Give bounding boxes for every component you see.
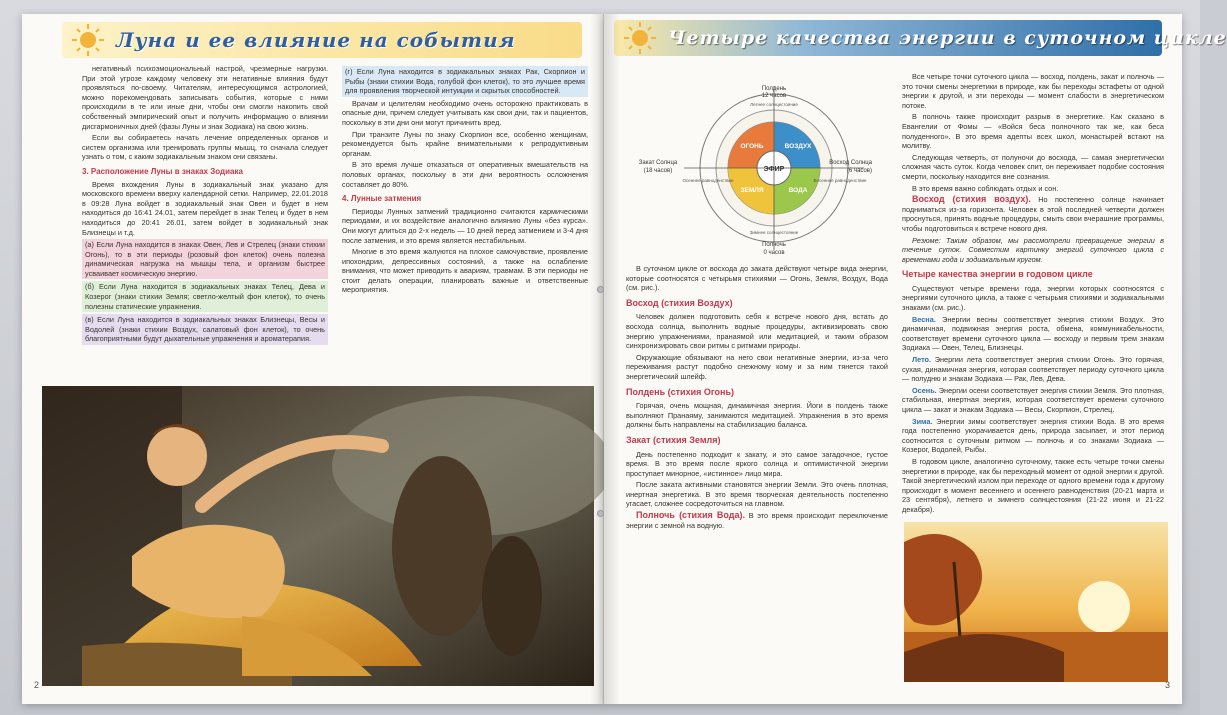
spring-label: Весна. [912, 314, 936, 324]
autumn-text: Энергии осени соответствует энергия стихии Земля. Это плотная, стабильная, инертная энергия, которая соответствует времени суточного цикла — закат и знакам Зодиака — Весы, Скорпион, Стрелец. [902, 385, 1164, 414]
earth-signs-note: (б) Если Луна находится в зодиакальных знаках Телец, Дева и Козерог (знаки стихии Земля; светло-желтый фон клеток), то очень полезны статические упражнения. [82, 281, 328, 312]
water-signs-note: (г) Если Луна находится в зодиакальных знаках Рак, Скорпион и Рыбы (знаки стихии Вода, голубой фон клеток), то это лучшее время для проявления творческой интуиции и скрытых способностей. [342, 66, 588, 97]
noon-time: 12 часов [761, 93, 787, 99]
spring-equinox-label: Весеннее равноденствие [813, 178, 867, 183]
midnight-label: Полночь [762, 242, 786, 248]
midnight-heading: Полночь (стихия Вода). [636, 510, 746, 521]
paragraph: В годовом цикле, аналогично суточному, также есть четыре точки смены энергетики в природе, как бы переходный момент от одной энергии к другой. Такой энергетический излом при переходе от одного времени года к другому происходит в момент весеннего и осеннего равноденствия (20-21 марта и 23 сентября), летнего и зимнего солнцестояния (21-22 июня и 21-22 декабря). [902, 456, 1164, 514]
paragraph: В это время важно соблюдать отдых и сон. [912, 183, 1059, 193]
sunset-time: (18 часов) [643, 168, 673, 174]
water-label: ВОДА [788, 187, 808, 194]
paragraph: Время вхождения Луны в зодиакальный знак указано для московского времени вверху календарной сетки. Например, 22.01.2018 в 09:28 Луна войдет в зодиакальный знак Овен и будет в нем находиться до 16:41 24.01, затем перейдет в знак Телец и будет в нем находиться до 20:41 26.01, затем войдет в зодиакальный знак Близнецы и т.д. [82, 179, 328, 237]
paragraph: Человек должен подготовить себя к встрече нового дня, встать до восхода солнца, выполнить водные процедуры, активизировать свою энергию упражнениями, пранаямой или медитацией, и таким образом синхронизировать свои ритмы с ритмами природы. [626, 312, 888, 351]
paragraph [626, 511, 888, 530]
sunset-photo-image [904, 522, 1168, 682]
daily-cycle-wheel [624, 82, 888, 258]
midnight-text: В это время происходит переключение энергии с земной на водную. [626, 511, 888, 530]
paragraph [902, 417, 1164, 455]
paragraph: День постепенно подходит к закату, и это самое загадочное, густое время. В это время после яркого солнца и оптимистичной энергии проступает минорное, «истинное» лицо мира. [626, 449, 888, 478]
spring-text: Энергии весны соответствует энергия стихии Воздух. Это динамичная, подвижная энергия роста, обмена, коммуникабельности, соответствует времени суточного цикла — восходу и первым трем знакам Зодиака — Овен, Телец, Близнецы. [902, 314, 1164, 353]
autumn-label: Осень. [912, 385, 937, 395]
air-signs-note: (в) Если Луна находится в зодиакальных знаках Близнецы, Весы и Водолей (знаки стихии Воздух, салатовый фон клеток), то очень благоприятными будут дыхательные упражнения и ароматерапия. [82, 314, 328, 345]
binding-hole [597, 510, 604, 517]
paragraph [902, 195, 1164, 233]
paragraph: После заката активными становятся энергии Земли. Это очень плотная, инертная энергетика. В это время творческая деятельность постепенно угасает, сложнее сосредоточиться на главном. [626, 480, 888, 509]
paragraph: негативный психоэмоциональный настрой, чрезмерные нагрузки. При этой угрозе каждому человеку эти негативные влияния будут проявляться по-своему. Читателям, интересующимся астрологией, можно порекомендовать записывать события, которые с ними происходили в те или иные дни, чтобы они смогли накопить свой собственный эмпирический опыт и получить информацию о влиянии дисгармоничных дней (фазы Луны и знак Зодиака) на свою жизнь. [82, 64, 328, 131]
noon-label: Полдень [761, 86, 787, 92]
midnight-time: 0 часов [763, 250, 785, 256]
sunrise-heading: Восход (стихия Воздух) [626, 297, 733, 308]
section-heading: 3. Расположение Луны в знаках Зодиака [82, 166, 243, 176]
ether-label: ЭФИР [763, 166, 785, 173]
right-column-1 [626, 264, 888, 532]
winter-text: Энергии зимы соответствует энергия стихии Вода. В это время года постепенно укорачивается день, природа засыпает, и этот период соотносится с суточным ритмом — полночь и со знаками Зодиака — Козерог, Водолей, Рыбы. [902, 416, 1164, 455]
sunset-label: Закат Солнца [638, 160, 678, 166]
summer-label: Лето. [912, 355, 932, 365]
left-page-title: Луна и ее влияние на события [116, 28, 516, 52]
paragraph: Если вы собираетесь начать лечение определенных органов и систем организма или тренировать группы мышц, то сначала следует узнать о том, с каким зодиакальным знаком они связаны. [82, 133, 328, 162]
summary-note: Резюме: Таким образом, мы рассмотрели превращение энергии в течение суток. Совместим картинку энергий суточного цикла с временами года и зодиакальным кругом. [902, 235, 1164, 264]
paragraph: Все четыре точки суточного цикла — восход, полдень, закат и полночь — это точки смены энергетики в природе, как бы переходы эстафеты от одной энергии к другой, и эти переходы — момент слабости в энергетическом потоке. [902, 72, 1164, 110]
paragraph: Существуют четыре времени года, энергии которых соотносятся с энергиями суточного цикла, а также с четырьмя стихиями и зодиакальными знаками (см. рис.). [902, 283, 1164, 313]
noon-heading: Полдень (стихия Огонь) [626, 386, 734, 397]
paragraph: Периоды Лунных затмений традиционно считаются кармическими периодами, и их воздействие аналогично влиянию Луны «без курса». Они могут длиться до 2-х недель — 10 дней перед затмением и 3-4 дня после затмения, и это время является нестабильным. [342, 206, 588, 245]
sun-icon [68, 22, 108, 58]
right-page-title: Четыре качества энергии в суточном цикле [668, 27, 1227, 49]
sunrise-label: Восход Солнца [829, 160, 872, 166]
paragraph: В полночь также происходит разрыв в энергетике. Как сказано в Евангелии от Фомы — «Войся беса полночного так же, как беса полуденного». В это время адепты всех школ, монастырей встают на молитву. [902, 112, 1164, 151]
yearly-cycle-heading: Четыре качества энергии в годовом цикле [902, 269, 1093, 280]
paragraph [902, 355, 1164, 384]
earth-label: ЗЕМЛЯ [740, 187, 764, 194]
page-number: 3 [1164, 680, 1170, 690]
sunset-heading: Закат (стихия Земля) [626, 434, 721, 445]
left-banner [62, 22, 582, 58]
air-label: ВОЗДУХ [784, 143, 812, 150]
paragraph: Следующая четверть, от полуночи до восхода, — самая энергетически сложная часть суток. Когда человек спит, он переживает подобие состояния смерти, поскольку находится вне сознания. [902, 152, 1164, 181]
paragraph: При транзите Луны по знаку Скорпион все, особенно женщинам, рекомендуется быть крайне внимательными к репродуктивным органам. [342, 129, 588, 158]
sun-icon [620, 20, 660, 56]
sunrise-air-text: Но постепенно солнце начинает подниматься из-за горизонта. Человек в этой последней четверти должен проснуться, принять водные процедуры, смыть свои вчерашние программы, чтобы подготовиться к встрече нового дня. [902, 195, 1164, 233]
left-column-2 [342, 64, 588, 297]
left-column-1 [82, 64, 328, 347]
summer-solstice-label: Летнее солнцестояние [750, 102, 798, 107]
paragraph: В это время лучше отказаться от оперативных вмешательств на половых органах, поскольку в эти дни вероятность осложнения составляет до 80%. [342, 160, 588, 189]
right-banner [614, 20, 1227, 56]
paragraph: Многие в это время жалуются на плохое самочувствие, проявление ипохондрии, депрессивных состояний, а также на ослабление внимания, что может приводить к авариям, травмам. В эти периоды не стоит делать операции, планировать важные и ответственные мероприятия. [342, 247, 588, 295]
fire-signs-note: (а) Если Луна находится в знаках Овен, Лев и Стрелец (знаки стихии Огонь), то в эти периоды (розовый фон клеток) очень полезна динамическая нагрузка на мышцы тела, и организм быстрее усваивает космическую энергию. [82, 239, 328, 279]
paragraph [902, 315, 1164, 353]
sunrise-time: (6 часов) [846, 168, 872, 174]
autumn-equinox-label: Осеннее равноденствие [682, 178, 734, 183]
daily-cycle-diagram [624, 82, 888, 258]
section-heading: 4. Лунные затмения [342, 194, 422, 204]
fire-label: ОГОНЬ [740, 143, 764, 150]
paragraph: В суточном цикле от восхода до заката действуют четыре вида энергии, которые соотносятся с четырьмя стихиями — Огонь, Земля, Воздух, Вода (см. рис.). [626, 264, 888, 293]
book-gutter [590, 14, 620, 704]
page-number: 2 [34, 680, 40, 690]
binding-hole [597, 286, 604, 293]
winter-label: Зима. [912, 416, 933, 426]
paragraph: Горячая, очень мощная, динамичная энергия. Йоги в полдень также выполняют Пранаяму, занимаются медитацией. Упражнения в это время должны быть направлены на стабилизацию баланса. [626, 401, 888, 430]
diana-painting-image [42, 386, 594, 686]
paragraph: Врачам и целителям необходимо очень осторожно практиковать в опасные дни, причем следует учитывать как свои дни, так и пациентов, поскольку в эти дни они могут причинить вред. [342, 98, 588, 127]
right-column-2 [902, 72, 1164, 517]
paragraph: Окружающие обязывают на него свои негативные энергии, из-за чего переживания растут подобно снежному кому и за ним тянется такой энергетический шлейф. [626, 352, 888, 381]
summer-text: Энергии лета соответствует энергия стихии Огонь. Это горячая, сухая, динамичная энергия, которая соответствует периоду суточного цикла — полудню и знакам Зодиака — Рак, Лев, Дева. [902, 355, 1164, 384]
paragraph [902, 386, 1164, 415]
sunrise-air-heading: Восход (стихия воздух). [912, 194, 1031, 205]
right-page [604, 14, 1227, 704]
winter-solstice-label: Зимнее солнцестояние [749, 230, 799, 235]
left-page [22, 14, 604, 704]
